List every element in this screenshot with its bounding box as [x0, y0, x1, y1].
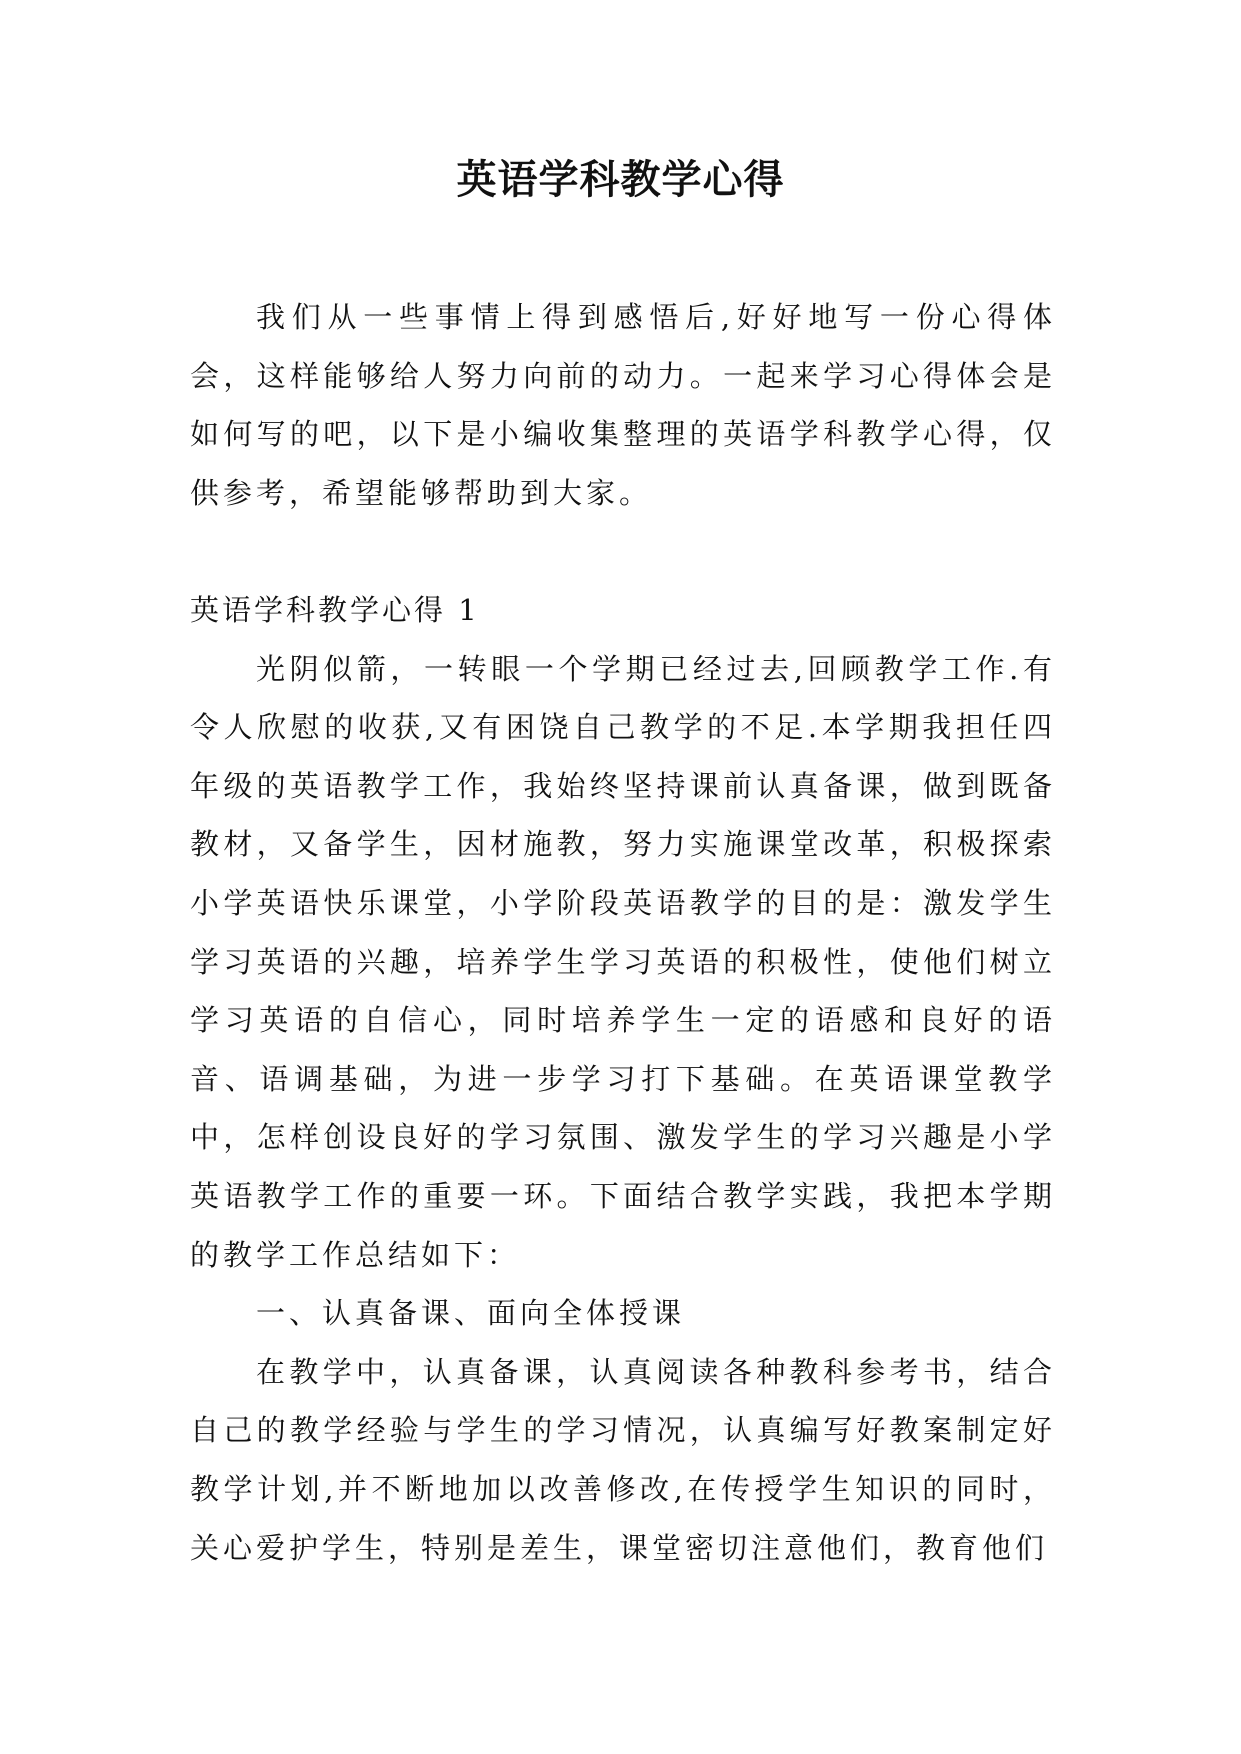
section-heading: 英语学科教学心得 1	[190, 593, 480, 627]
document-title: 英语学科教学心得	[456, 156, 785, 203]
section-paragraph-2: 在教学中，认真备课，认真阅读各种教科参考书，结合自己的教学经验与学生的学习情况，认真编写好教案制定好教学计划,并不断地加以改善修改,在传授学生知识的同时，关心爱护学生，特别是差生，课堂密切注意他们，教育他们	[190, 1354, 1056, 1565]
section-paragraph-1: 光阴似箭，一转眼一个学期已经过去,回顾教学工作.有令人欣慰的收获,又有困饶自己教学的不足.本学期我担任四年级的英语教学工作，我始终坚持课前认真备课，做到既备教材，又备学生，因材施教，努力实施课堂改革，积极探索小学英语快乐课堂，小学阶段英语教学的目的是：激发学生学习英语的兴趣，培养学生学习英语的积极性，使他们树立学习英语的自信心，同时培养学生一定的语感和良好的语音、语调基础，为进一步学习打下基础。在英语课堂教学中，怎样创设良好的学习氛围、激发学生的学习兴趣是小学英语教学工作的重要一环。下面结合教学实践，我把本学期的教学工作总结如下：	[190, 651, 1056, 1272]
sub-heading-1: 一、认真备课、面向全体授课	[256, 1296, 686, 1331]
section-block	[190, 581, 1056, 1577]
intro-block	[190, 288, 1056, 522]
intro-paragraph: 我们从一些事情上得到感悟后,好好地写一份心得体会，这样能够给人努力向前的动力。一起来学习心得体会是如何写的吧，以下是小编收集整理的英语学科教学心得，仅供参考，希望能够帮助到大家。	[190, 300, 1056, 510]
